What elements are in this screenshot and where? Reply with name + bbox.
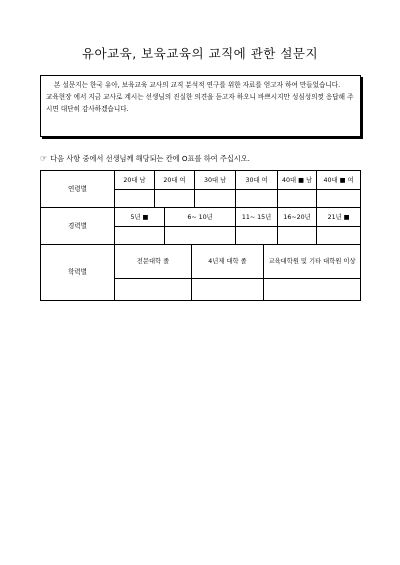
education-label: 학력별 — [41, 245, 115, 301]
education-option: 전문대학 졸 — [115, 245, 192, 279]
answer-cell[interactable] — [264, 279, 361, 301]
career-row — [41, 208, 361, 227]
career-option: 6~ 10년 — [165, 208, 236, 227]
career-option: 5년 ■ — [115, 208, 165, 227]
answer-cell[interactable] — [115, 227, 165, 245]
age-label: 연령별 — [41, 171, 115, 208]
answer-cell[interactable] — [278, 227, 317, 245]
career-option: 11~ 15년 — [236, 208, 278, 227]
survey-table — [40, 170, 361, 301]
age-option: 40대 ■ 남 — [278, 171, 317, 190]
intro-paragraph-1: 본 설문지는 한국 유아, 보육교육 교사의 교직 분석적 연구를 위한 자료를 얻고자 하여 만들었습니다. — [54, 81, 341, 89]
answer-cell[interactable] — [165, 227, 236, 245]
answer-cell[interactable] — [115, 190, 155, 208]
age-option: 30대 여 — [236, 171, 278, 190]
instruction-text: 다음 사항 중에서 선생님께 해당되는 칸에 O표를 하여 주십시오. — [50, 154, 250, 163]
answer-cell[interactable] — [317, 227, 361, 245]
age-row — [41, 171, 361, 190]
age-option: 40대 ■ 여 — [317, 171, 361, 190]
instruction-line — [40, 154, 250, 164]
intro-paragraph-2: 교육현장 에서 지금 교사로 계시는 선생님의 진실한 의견을 듣고자 하오니 바쁘시지만 성심성의껏 응답해 주시면 대단히 감사하겠습니다. — [46, 93, 354, 113]
answer-cell[interactable] — [155, 190, 195, 208]
page-title: 유아교육, 보육교육의 교직에 관한 설문지 — [81, 46, 319, 61]
answer-cell[interactable] — [278, 190, 317, 208]
age-option: 30대 남 — [195, 171, 236, 190]
age-option: 20대 남 — [115, 171, 155, 190]
answer-cell[interactable] — [236, 227, 278, 245]
education-option: 교육대학원 및 기타 대학원 이상 — [264, 245, 361, 279]
age-option: 20대 여 — [155, 171, 195, 190]
answer-cell[interactable] — [195, 190, 236, 208]
answer-cell[interactable] — [317, 190, 361, 208]
career-option: 16~20년 — [278, 208, 317, 227]
intro-box — [40, 75, 361, 137]
answer-cell[interactable] — [115, 279, 192, 301]
education-option: 4년제 대학 졸 — [192, 245, 264, 279]
pointing-hand-icon: ☞ — [40, 154, 48, 163]
answer-cell[interactable] — [236, 190, 278, 208]
career-label: 경력별 — [41, 208, 115, 245]
answer-cell[interactable] — [192, 279, 264, 301]
education-row — [41, 245, 361, 279]
career-option: 21년 ■ — [317, 208, 361, 227]
